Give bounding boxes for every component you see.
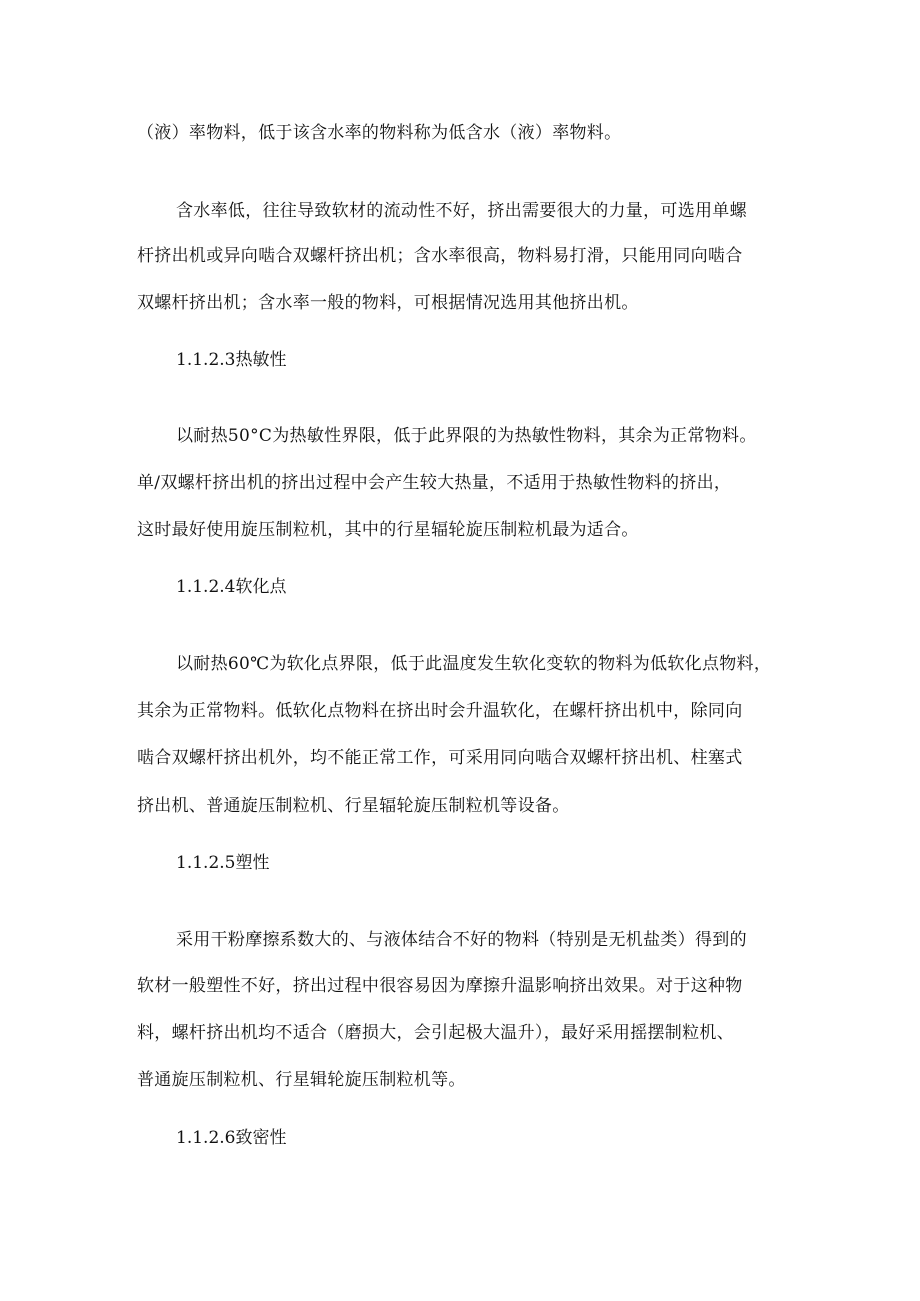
paragraph-line: 普通旋压制粒机、行星辑轮旋压制粒机等。: [137, 1070, 466, 1090]
section-heading-1-1-2-6: 1.1.2.6致密性: [176, 1128, 287, 1148]
paragraph-line: 软材一般塑性不好，挤出过程中很容易因为摩擦升温影响挤出效果。对于这种物: [137, 976, 743, 996]
paragraph-line: 其余为正常物料。低软化点物料在挤出时会升温软化，在螺杆挤出机中，除同向: [137, 701, 743, 721]
section-heading-1-1-2-5: 1.1.2.5塑性: [176, 853, 270, 873]
paragraph-line: 杆挤出机或异向啮合双螺杆挤出机；含水率很高，物料易打滑，只能用同向啮合: [137, 246, 743, 266]
section-heading-1-1-2-4: 1.1.2.4软化点: [176, 577, 287, 597]
paragraph-line: （液）率物料，低于该含水率的物料称为低含水（液）率物料。: [137, 123, 622, 143]
paragraph-line: 料，螺杆挤出机均不适合（磨损大，会引起极大温升），最好采用摇摆制粒机、: [137, 1023, 734, 1043]
paragraph-line: 啮合双螺杆挤出机外，均不能正常工作，可采用同向啮合双螺杆挤出机、柱塞式: [137, 748, 743, 768]
paragraph-line: 挤出机、普通旋压制粒机、行星辐轮旋压制粒机等设备。: [137, 796, 570, 816]
paragraph-line: 含水率低，往往导致软材的流动性不好，挤出需要很大的力量，可选用单螺: [176, 201, 747, 221]
paragraph-line: 单/双螺杆挤出机的挤出过程中会产生较大热量，不适用于热敏性物料的挤出，: [137, 473, 732, 493]
section-heading-1-1-2-3: 1.1.2.3热敏性: [176, 350, 287, 370]
paragraph-line: 这时最好使用旋压制粒机，其中的行星辐轮旋压制粒机最为适合。: [137, 520, 639, 540]
paragraph-line: 采用干粉摩擦系数大的、与液体结合不好的物料（特别是无机盐类）得到的: [176, 930, 747, 950]
paragraph-line: 双螺杆挤出机；含水率一般的物料，可根据情况选用其他挤出机。: [137, 293, 639, 313]
paragraph-line: 以耐热50°C为热敏性界限，低于此界限的为热敏性物料，其余为正常物料。: [176, 426, 757, 446]
paragraph-line: 以耐热60℃为软化点界限，低于此温度发生软化变软的物料为低软化点物料，: [176, 654, 772, 674]
